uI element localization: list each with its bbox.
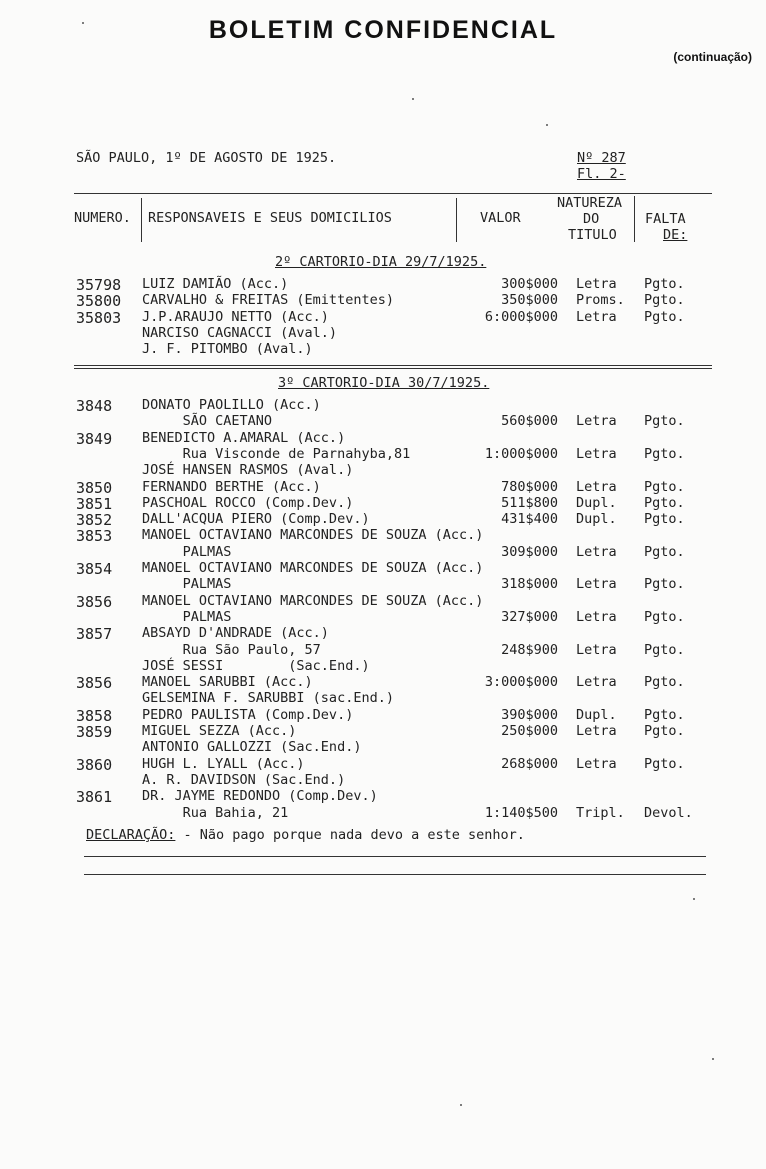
row-natureza: Letra	[576, 413, 617, 430]
row-falta: Pgto.	[644, 674, 685, 691]
row-valor: 250$000	[501, 723, 558, 739]
row-falta: Pgto.	[644, 494, 685, 511]
row-falta: Pgto.	[644, 608, 685, 625]
table-row	[0, 413, 766, 430]
row-valor: 431$400	[501, 511, 558, 528]
table-row	[0, 625, 766, 642]
row-valor: 268$000	[501, 755, 558, 772]
row-valor: 560$000	[501, 413, 558, 430]
row-valor: 350$000	[501, 292, 558, 309]
row-natureza: Letra	[576, 445, 617, 462]
table-row	[0, 511, 766, 528]
table-row	[0, 292, 766, 309]
row-natureza: Letra	[576, 276, 617, 292]
col-divider-1	[141, 198, 142, 242]
row-responsavel: BENEDICTO A.AMARAL (Acc.)	[142, 429, 346, 446]
table-row	[0, 707, 766, 724]
row-number: 3860	[76, 755, 113, 774]
row-responsavel: MANOEL OCTAVIANO MARCONDES DE SOUZA (Acc.)	[142, 560, 484, 576]
row-valor: 511$800	[501, 494, 558, 511]
footer-rule-1	[84, 856, 706, 857]
row-falta: Pgto.	[644, 723, 685, 739]
speck	[460, 1104, 462, 1106]
col-divider-3	[634, 196, 635, 242]
row-responsavel: Rua Bahia, 21	[142, 804, 289, 821]
row-number: 3853	[76, 527, 113, 546]
row-falta: Pgto.	[644, 478, 685, 495]
row-valor: 1:140$500	[484, 804, 558, 821]
declaration	[86, 827, 525, 843]
row-number: 35803	[76, 308, 122, 327]
row-valor: 309$000	[501, 543, 558, 560]
speck	[712, 1058, 714, 1060]
row-responsavel: ABSAYD D'ANDRADE (Acc.)	[142, 625, 329, 642]
row-responsavel: SÃO CAETANO	[142, 413, 273, 430]
continuation-note: (continuação)	[673, 50, 752, 64]
row-number: 3861	[76, 788, 113, 807]
row-valor: 300$000	[501, 276, 558, 292]
row-natureza: Tripl.	[576, 804, 625, 821]
row-valor: 3:000$000	[484, 674, 558, 691]
row-falta: Pgto.	[644, 755, 685, 772]
row-valor: 390$000	[501, 706, 558, 723]
row-number: 3856	[76, 674, 113, 693]
row-responsavel: MIGUEL SEZZA (Acc.)	[142, 723, 297, 739]
row-valor: 248$900	[501, 641, 558, 658]
row-number: 35800	[76, 292, 122, 311]
row-number: 3849	[76, 429, 113, 448]
row-responsavel: ANTONIO GALLOZZI (Sac.End.)	[142, 739, 362, 756]
row-responsavel: Rua Visconde de Parnahyba,81	[142, 445, 411, 462]
table-row	[0, 560, 766, 577]
section-heading-cartorio-3: 3º CARTORIO-DIA 30/7/1925.	[278, 375, 490, 391]
row-responsavel: FERNANDO BERTHE (Acc.)	[142, 478, 321, 495]
table-row	[0, 309, 766, 326]
row-number: 3852	[76, 511, 113, 530]
row-responsavel: MANOEL OCTAVIANO MARCONDES DE SOUZA (Acc.)	[142, 592, 484, 609]
table-row	[0, 674, 766, 691]
row-valor: 318$000	[501, 576, 558, 593]
row-natureza: Letra	[576, 755, 617, 772]
col-natureza-line1: NATUREZA	[557, 195, 623, 211]
table-row	[0, 495, 766, 512]
row-number: 3858	[76, 706, 113, 725]
row-natureza: Dupl.	[576, 511, 617, 528]
row-responsavel: J.P.ARAUJO NETTO (Acc.)	[142, 308, 329, 325]
row-natureza: Letra	[576, 723, 617, 739]
row-responsavel: GELSEMINA F. SARUBBI (sac.End.)	[142, 690, 394, 707]
row-natureza: Letra	[576, 308, 617, 325]
footer-rule-2	[84, 874, 706, 875]
table-row	[0, 788, 766, 805]
speck	[693, 898, 695, 900]
row-falta: Pgto.	[644, 543, 685, 560]
row-responsavel: Rua São Paulo, 57	[142, 641, 321, 658]
section-divider-double	[74, 368, 712, 369]
row-natureza: Letra	[576, 608, 617, 625]
table-row	[0, 723, 766, 740]
row-falta: Pgto.	[644, 413, 685, 430]
speck	[82, 22, 84, 24]
row-number: 3856	[76, 592, 113, 611]
row-responsavel: PALMAS	[142, 576, 232, 593]
row-natureza: Letra	[576, 674, 617, 691]
row-falta: Pgto.	[644, 308, 685, 325]
row-falta: Pgto.	[644, 706, 685, 723]
col-falta-line2: DE:	[663, 227, 688, 243]
table-row	[0, 642, 766, 659]
section-heading-cartorio-2: 2º CARTORIO-DIA 29/7/1925.	[275, 254, 487, 270]
row-natureza: Letra	[576, 576, 617, 593]
speck	[412, 98, 414, 100]
row-number: 3859	[76, 723, 113, 741]
table-row	[0, 462, 766, 479]
row-responsavel: DR. JAYME REDONDO (Comp.Dev.)	[142, 788, 378, 805]
row-responsavel: PASCHOAL ROCCO (Comp.Dev.)	[142, 494, 354, 511]
row-natureza: Letra	[576, 478, 617, 495]
row-natureza: Letra	[576, 543, 617, 560]
table-row	[0, 756, 766, 773]
col-numero: NUMERO.	[74, 210, 131, 226]
declaration-label: DECLARAÇÃO:	[86, 827, 176, 843]
table-row	[0, 276, 766, 293]
speck	[546, 124, 548, 126]
table-row	[0, 576, 766, 593]
header-top-rule	[74, 193, 712, 194]
table-row	[0, 527, 766, 544]
row-falta: Pgto.	[644, 445, 685, 462]
row-responsavel: DONATO PAOLILLO (Acc.)	[142, 397, 321, 413]
row-valor: 1:000$000	[484, 445, 558, 462]
col-natureza-line3: TITULO	[568, 227, 617, 243]
table-row	[0, 325, 766, 342]
table-row	[0, 658, 766, 675]
row-falta: Pgto.	[644, 276, 685, 292]
row-responsavel: J. F. PITOMBO (Aval.)	[142, 341, 313, 358]
row-falta: Pgto.	[644, 511, 685, 528]
col-falta-line1: FALTA	[645, 211, 686, 227]
table-row	[0, 805, 766, 822]
row-responsavel: PALMAS	[142, 608, 232, 625]
row-natureza: Proms.	[576, 292, 625, 309]
table-row	[0, 609, 766, 626]
row-falta: Pgto.	[644, 292, 685, 309]
row-number: 3854	[76, 560, 113, 578]
row-valor: 780$000	[501, 478, 558, 495]
row-valor: 6:000$000	[484, 308, 558, 325]
table-row	[0, 593, 766, 610]
row-valor: 327$000	[501, 608, 558, 625]
row-falta: Pgto.	[644, 576, 685, 593]
row-responsavel: MANOEL OCTAVIANO MARCONDES DE SOUZA (Acc.)	[142, 527, 484, 544]
row-number: 35798	[76, 276, 122, 294]
declaration-text: - Não pago porque nada devo a este senhor.	[175, 827, 525, 843]
row-number: 3857	[76, 625, 113, 644]
row-responsavel: A. R. DAVIDSON (Sac.End.)	[142, 771, 346, 788]
row-responsavel: JOSÉ HANSEN RASMOS (Aval.)	[142, 462, 354, 479]
col-natureza-line2: DO	[583, 211, 600, 227]
row-natureza: Dupl.	[576, 494, 617, 511]
row-falta: Devol.	[644, 804, 693, 821]
sheet-number: Fl. 2-	[577, 166, 626, 182]
row-natureza: Letra	[576, 641, 617, 658]
row-responsavel: PEDRO PAULISTA (Comp.Dev.)	[142, 706, 354, 723]
table-row	[0, 739, 766, 756]
col-responsaveis: RESPONSAVEIS E SEUS DOMICILIOS	[148, 210, 392, 226]
row-natureza: Dupl.	[576, 706, 617, 723]
row-number: 3848	[76, 397, 113, 415]
section-divider	[74, 365, 712, 366]
table-row	[0, 341, 766, 358]
row-number: 3851	[76, 494, 113, 513]
row-responsavel: DALL'ACQUA PIERO (Comp.Dev.)	[142, 511, 370, 528]
row-responsavel: JOSÉ SESSI (Sac.End.)	[142, 657, 370, 674]
page-title: BOLETIM CONFIDENCIAL	[208, 16, 558, 44]
row-responsavel: NARCISO CAGNACCI (Aval.)	[142, 324, 338, 341]
table-row	[0, 544, 766, 561]
col-valor: VALOR	[480, 210, 521, 226]
col-divider-2	[456, 198, 457, 242]
bulletin-number: Nº 287	[577, 150, 626, 166]
table-row	[0, 397, 766, 414]
table-row	[0, 690, 766, 707]
row-responsavel: HUGH L. LYALL (Acc.)	[142, 755, 305, 772]
table-row	[0, 430, 766, 447]
table-row	[0, 479, 766, 496]
row-responsavel: MANOEL SARUBBI (Acc.)	[142, 674, 313, 691]
table-row	[0, 446, 766, 463]
row-falta: Pgto.	[644, 641, 685, 658]
row-responsavel: LUIZ DAMIÃO (Acc.)	[142, 276, 289, 292]
row-responsavel: PALMAS	[142, 543, 232, 560]
row-responsavel: CARVALHO & FREITAS (Emittentes)	[142, 292, 394, 309]
table-row	[0, 772, 766, 789]
place-date: SÃO PAULO, 1º DE AGOSTO DE 1925.	[76, 150, 337, 166]
row-number: 3850	[76, 478, 113, 497]
